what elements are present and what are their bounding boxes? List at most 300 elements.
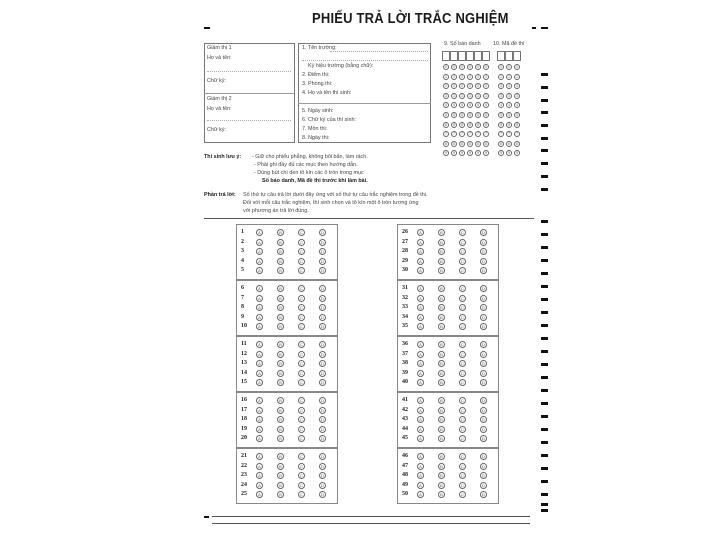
answer-bubble[interactable]: D (480, 426, 487, 433)
id-bubble[interactable]: 3 (461, 93, 463, 98)
answer-bubble[interactable]: D (319, 341, 326, 348)
answer-bubble[interactable]: D (480, 314, 487, 321)
answer-bubble[interactable]: D (480, 435, 487, 442)
answer-bubble[interactable]: B (438, 463, 445, 470)
school-field-2[interactable] (302, 60, 428, 61)
id-bubble[interactable]: 0 (453, 65, 455, 69)
answer-bubble[interactable]: B (277, 351, 284, 358)
answer-bubble[interactable]: B (438, 323, 445, 330)
id-bubble[interactable]: 0 (469, 65, 471, 69)
id-bubble[interactable]: 7 (445, 132, 447, 137)
answer-bubble[interactable]: C (459, 379, 466, 386)
id-writein-box[interactable] (474, 51, 482, 61)
id-bubble[interactable]: 2 (516, 84, 518, 89)
answer-bubble[interactable]: A (256, 341, 263, 348)
answer-bubble[interactable]: B (277, 258, 284, 265)
id-bubble[interactable]: 5 (477, 113, 479, 117)
school-field[interactable] (330, 51, 428, 52)
answer-bubble[interactable]: A (256, 267, 263, 274)
id-bubble[interactable]: 2 (508, 84, 510, 89)
id-bubble[interactable]: 8 (469, 141, 471, 146)
answer-bubble[interactable]: D (480, 360, 487, 367)
id-bubble[interactable]: 6 (477, 122, 479, 127)
answer-bubble[interactable]: B (438, 370, 445, 377)
id-bubble[interactable]: 0 (500, 65, 502, 69)
id-writein-box[interactable] (442, 51, 450, 61)
answer-bubble[interactable]: A (256, 370, 263, 377)
answer-bubble[interactable]: A (256, 323, 263, 330)
id-bubble[interactable]: 1 (508, 74, 510, 79)
answer-bubble[interactable]: A (417, 267, 424, 274)
answer-bubble[interactable]: A (256, 491, 263, 498)
answer-bubble[interactable]: B (277, 453, 284, 460)
answer-bubble[interactable]: C (459, 482, 466, 489)
id-bubble[interactable]: 8 (453, 141, 455, 146)
id-bubble[interactable]: 4 (508, 103, 510, 108)
answer-bubble[interactable]: D (480, 482, 487, 489)
answer-bubble[interactable]: B (277, 463, 284, 470)
id-bubble[interactable]: 4 (453, 103, 455, 108)
id-bubble[interactable]: 4 (477, 103, 479, 108)
answer-bubble[interactable]: D (319, 248, 326, 255)
answer-bubble[interactable]: B (438, 258, 445, 265)
answer-bubble[interactable]: C (459, 472, 466, 479)
answer-bubble[interactable]: B (438, 435, 445, 442)
id-bubble[interactable]: 9 (500, 151, 502, 156)
answer-bubble[interactable]: D (319, 397, 326, 404)
id-bubble[interactable]: 1 (453, 74, 455, 79)
answer-bubble[interactable]: B (277, 285, 284, 292)
id-writein-box[interactable] (466, 51, 474, 61)
answer-bubble[interactable]: B (277, 248, 284, 255)
answer-bubble[interactable]: A (417, 229, 424, 236)
answer-bubble[interactable]: A (417, 379, 424, 386)
answer-bubble[interactable]: A (417, 491, 424, 498)
answer-bubble[interactable]: B (438, 314, 445, 321)
answer-bubble[interactable]: B (277, 407, 284, 414)
answer-bubble[interactable]: C (459, 463, 466, 470)
id-bubble[interactable]: 7 (500, 132, 502, 137)
answer-bubble[interactable]: A (256, 426, 263, 433)
id-bubble[interactable]: 2 (477, 84, 479, 89)
id-bubble[interactable]: 5 (469, 113, 471, 117)
answer-bubble[interactable]: A (256, 360, 263, 367)
answer-bubble[interactable]: D (319, 416, 326, 423)
id-bubble[interactable]: 1 (500, 74, 502, 79)
id-bubble[interactable]: 3 (508, 93, 510, 98)
answer-bubble[interactable]: C (298, 463, 305, 470)
id-bubble[interactable]: 0 (516, 65, 518, 69)
id-bubble[interactable]: 9 (461, 151, 463, 156)
id-bubble[interactable]: 3 (445, 93, 447, 98)
answer-bubble[interactable]: A (417, 482, 424, 489)
id-bubble[interactable]: 0 (461, 65, 463, 69)
answer-bubble[interactable]: A (417, 258, 424, 265)
answer-bubble[interactable]: C (459, 453, 466, 460)
id-bubble[interactable]: 1 (445, 74, 447, 79)
id-bubble[interactable]: 0 (485, 65, 487, 69)
answer-bubble[interactable]: A (417, 351, 424, 358)
id-writein-box[interactable] (497, 51, 505, 61)
id-bubble[interactable]: 8 (508, 141, 510, 146)
id-bubble[interactable]: 6 (485, 122, 487, 127)
answer-bubble[interactable]: D (319, 285, 326, 292)
answer-bubble[interactable]: C (298, 258, 305, 265)
answer-bubble[interactable]: A (256, 453, 263, 460)
answer-bubble[interactable]: B (277, 295, 284, 302)
answer-bubble[interactable]: C (298, 379, 305, 386)
id-bubble[interactable]: 7 (508, 132, 510, 137)
answer-bubble[interactable]: B (438, 416, 445, 423)
id-bubble[interactable]: 9 (508, 151, 510, 156)
id-bubble[interactable]: 0 (445, 65, 447, 69)
id-bubble[interactable]: 2 (461, 84, 463, 89)
answer-bubble[interactable]: B (438, 426, 445, 433)
id-bubble[interactable]: 4 (516, 103, 518, 108)
answer-bubble[interactable]: A (417, 314, 424, 321)
id-bubble[interactable]: 5 (485, 113, 487, 117)
answer-bubble[interactable]: A (256, 482, 263, 489)
answer-bubble[interactable]: C (298, 482, 305, 489)
id-bubble[interactable]: 8 (500, 141, 502, 146)
id-bubble[interactable]: 5 (453, 113, 455, 117)
answer-bubble[interactable]: A (256, 304, 263, 311)
id-bubble[interactable]: 1 (461, 74, 463, 79)
answer-bubble[interactable]: D (480, 379, 487, 386)
answer-bubble[interactable]: A (256, 435, 263, 442)
id-bubble[interactable]: 5 (445, 113, 447, 117)
answer-bubble[interactable]: C (298, 397, 305, 404)
id-bubble[interactable]: 0 (508, 65, 510, 69)
answer-bubble[interactable]: D (480, 304, 487, 311)
id-bubble[interactable]: 8 (461, 141, 463, 146)
id-bubble[interactable]: 7 (461, 132, 463, 137)
answer-bubble[interactable]: A (417, 463, 424, 470)
answer-bubble[interactable]: D (319, 370, 326, 377)
answer-bubble[interactable]: A (256, 351, 263, 358)
answer-bubble[interactable]: B (277, 416, 284, 423)
answer-bubble[interactable]: A (417, 407, 424, 414)
id-bubble[interactable]: 6 (500, 122, 502, 127)
answer-bubble[interactable]: C (298, 285, 305, 292)
answer-bubble[interactable]: C (459, 351, 466, 358)
answer-bubble[interactable]: C (459, 295, 466, 302)
answer-bubble[interactable]: A (256, 295, 263, 302)
answer-bubble[interactable]: C (298, 239, 305, 246)
id-bubble[interactable]: 2 (453, 84, 455, 89)
answer-bubble[interactable]: C (459, 267, 466, 274)
answer-bubble[interactable]: D (319, 453, 326, 460)
answer-bubble[interactable]: C (298, 351, 305, 358)
answer-bubble[interactable]: D (480, 351, 487, 358)
answer-bubble[interactable]: C (298, 435, 305, 442)
proctor1-name-field[interactable] (207, 71, 291, 72)
id-bubble[interactable]: 6 (445, 122, 447, 127)
answer-bubble[interactable]: D (319, 360, 326, 367)
answer-bubble[interactable]: D (480, 248, 487, 255)
answer-bubble[interactable]: B (438, 285, 445, 292)
answer-bubble[interactable]: C (298, 472, 305, 479)
answer-bubble[interactable]: A (417, 304, 424, 311)
answer-bubble[interactable]: B (438, 407, 445, 414)
answer-bubble[interactable]: A (417, 248, 424, 255)
id-bubble[interactable]: 4 (485, 103, 487, 108)
answer-bubble[interactable]: B (277, 370, 284, 377)
answer-bubble[interactable]: D (319, 304, 326, 311)
id-bubble[interactable]: 1 (477, 74, 479, 79)
id-bubble[interactable]: 5 (461, 113, 463, 117)
id-writein-box[interactable] (458, 51, 466, 61)
answer-bubble[interactable]: B (438, 360, 445, 367)
answer-bubble[interactable]: D (480, 472, 487, 479)
answer-bubble[interactable]: A (417, 341, 424, 348)
answer-bubble[interactable]: C (459, 360, 466, 367)
answer-bubble[interactable]: B (277, 267, 284, 274)
id-bubble[interactable]: 2 (469, 84, 471, 89)
answer-bubble[interactable]: A (417, 397, 424, 404)
answer-bubble[interactable]: C (298, 370, 305, 377)
answer-bubble[interactable]: D (480, 295, 487, 302)
id-bubble[interactable]: 3 (469, 93, 471, 98)
answer-bubble[interactable]: D (480, 407, 487, 414)
id-writein-box[interactable] (513, 51, 521, 61)
answer-bubble[interactable]: C (298, 248, 305, 255)
answer-bubble[interactable]: B (438, 351, 445, 358)
id-bubble[interactable]: 3 (516, 93, 518, 98)
answer-bubble[interactable]: C (459, 435, 466, 442)
answer-bubble[interactable]: D (319, 379, 326, 386)
id-bubble[interactable]: 4 (445, 103, 447, 108)
answer-bubble[interactable]: C (459, 239, 466, 246)
answer-bubble[interactable]: D (319, 295, 326, 302)
id-bubble[interactable]: 6 (516, 122, 518, 127)
answer-bubble[interactable]: B (438, 304, 445, 311)
answer-bubble[interactable]: C (459, 426, 466, 433)
answer-bubble[interactable]: C (459, 370, 466, 377)
id-bubble[interactable]: 8 (477, 141, 479, 146)
answer-bubble[interactable]: D (319, 314, 326, 321)
answer-bubble[interactable]: D (480, 416, 487, 423)
answer-bubble[interactable]: A (256, 407, 263, 414)
answer-bubble[interactable]: C (459, 304, 466, 311)
answer-bubble[interactable]: C (298, 295, 305, 302)
id-writein-box[interactable] (450, 51, 458, 61)
answer-bubble[interactable]: C (459, 314, 466, 321)
answer-bubble[interactable]: B (438, 379, 445, 386)
answer-bubble[interactable]: D (480, 491, 487, 498)
answer-bubble[interactable]: A (417, 453, 424, 460)
id-bubble[interactable]: 6 (453, 122, 455, 127)
answer-bubble[interactable]: A (417, 435, 424, 442)
id-bubble[interactable]: 8 (485, 141, 487, 146)
id-bubble[interactable]: 5 (516, 113, 518, 117)
answer-bubble[interactable]: C (298, 314, 305, 321)
id-bubble[interactable]: 6 (461, 122, 463, 127)
answer-bubble[interactable]: B (438, 397, 445, 404)
id-bubble[interactable]: 7 (485, 132, 487, 137)
answer-bubble[interactable]: A (417, 426, 424, 433)
answer-bubble[interactable]: B (438, 472, 445, 479)
answer-bubble[interactable]: B (438, 267, 445, 274)
answer-bubble[interactable]: C (459, 341, 466, 348)
answer-bubble[interactable]: B (277, 304, 284, 311)
answer-bubble[interactable]: B (277, 314, 284, 321)
answer-bubble[interactable]: B (438, 229, 445, 236)
answer-bubble[interactable]: C (459, 491, 466, 498)
answer-bubble[interactable]: B (277, 472, 284, 479)
id-bubble[interactable]: 2 (485, 84, 487, 89)
answer-bubble[interactable]: C (459, 248, 466, 255)
answer-bubble[interactable]: A (256, 463, 263, 470)
answer-bubble[interactable]: B (277, 491, 284, 498)
answer-bubble[interactable]: C (298, 229, 305, 236)
answer-bubble[interactable]: D (480, 341, 487, 348)
answer-bubble[interactable]: A (417, 239, 424, 246)
answer-bubble[interactable]: C (298, 360, 305, 367)
id-bubble[interactable]: 7 (516, 132, 518, 137)
answer-bubble[interactable]: D (319, 239, 326, 246)
answer-bubble[interactable]: D (319, 229, 326, 236)
id-writein-box[interactable] (482, 51, 490, 61)
answer-bubble[interactable]: D (319, 258, 326, 265)
answer-bubble[interactable]: D (319, 472, 326, 479)
answer-bubble[interactable]: D (480, 285, 487, 292)
answer-bubble[interactable]: D (319, 463, 326, 470)
answer-bubble[interactable]: C (459, 258, 466, 265)
id-bubble[interactable]: 3 (500, 93, 502, 98)
id-bubble[interactable]: 3 (485, 93, 487, 98)
answer-bubble[interactable]: C (298, 267, 305, 274)
answer-bubble[interactable]: A (256, 314, 263, 321)
answer-bubble[interactable]: D (480, 229, 487, 236)
answer-bubble[interactable]: B (277, 426, 284, 433)
answer-bubble[interactable]: D (480, 397, 487, 404)
id-bubble[interactable]: 9 (469, 151, 471, 156)
answer-bubble[interactable]: B (277, 360, 284, 367)
answer-bubble[interactable]: B (438, 295, 445, 302)
answer-bubble[interactable]: A (256, 397, 263, 404)
id-bubble[interactable]: 1 (485, 74, 487, 79)
answer-bubble[interactable]: D (319, 491, 326, 498)
id-writein-box[interactable] (505, 51, 513, 61)
answer-bubble[interactable]: B (277, 482, 284, 489)
answer-bubble[interactable]: D (480, 258, 487, 265)
id-bubble[interactable]: 2 (445, 84, 447, 89)
id-bubble[interactable]: 6 (469, 122, 471, 127)
answer-bubble[interactable]: B (438, 341, 445, 348)
answer-bubble[interactable]: A (256, 239, 263, 246)
answer-bubble[interactable]: C (298, 304, 305, 311)
answer-bubble[interactable]: A (417, 285, 424, 292)
answer-bubble[interactable]: B (277, 229, 284, 236)
answer-bubble[interactable]: C (459, 323, 466, 330)
id-bubble[interactable]: 9 (516, 151, 518, 156)
answer-bubble[interactable]: D (319, 435, 326, 442)
answer-bubble[interactable]: B (277, 379, 284, 386)
answer-bubble[interactable]: A (417, 323, 424, 330)
answer-bubble[interactable]: A (256, 248, 263, 255)
id-bubble[interactable]: 8 (445, 141, 447, 146)
answer-bubble[interactable]: D (319, 407, 326, 414)
id-bubble[interactable]: 4 (461, 103, 463, 108)
answer-bubble[interactable]: B (438, 491, 445, 498)
id-bubble[interactable]: 4 (469, 103, 471, 108)
answer-bubble[interactable]: A (256, 258, 263, 265)
id-bubble[interactable]: 5 (500, 113, 502, 117)
answer-bubble[interactable]: A (256, 379, 263, 386)
answer-bubble[interactable]: D (480, 370, 487, 377)
answer-bubble[interactable]: C (459, 407, 466, 414)
answer-bubble[interactable]: D (319, 351, 326, 358)
id-bubble[interactable]: 7 (477, 132, 479, 137)
answer-bubble[interactable]: D (480, 323, 487, 330)
id-bubble[interactable]: 8 (516, 141, 518, 146)
answer-bubble[interactable]: C (298, 426, 305, 433)
answer-bubble[interactable]: C (298, 341, 305, 348)
answer-bubble[interactable]: C (298, 491, 305, 498)
answer-bubble[interactable]: C (298, 323, 305, 330)
id-bubble[interactable]: 9 (445, 151, 447, 156)
answer-bubble[interactable]: C (298, 416, 305, 423)
answer-bubble[interactable]: B (277, 323, 284, 330)
proctor2-name-field[interactable] (207, 120, 291, 121)
answer-bubble[interactable]: B (438, 239, 445, 246)
answer-bubble[interactable]: A (417, 416, 424, 423)
answer-bubble[interactable]: A (417, 295, 424, 302)
answer-bubble[interactable]: C (298, 453, 305, 460)
answer-bubble[interactable]: A (256, 472, 263, 479)
answer-bubble[interactable]: C (459, 397, 466, 404)
id-bubble[interactable]: 9 (477, 151, 479, 156)
answer-bubble[interactable]: C (459, 229, 466, 236)
answer-bubble[interactable]: A (417, 472, 424, 479)
answer-bubble[interactable]: B (277, 435, 284, 442)
answer-bubble[interactable]: D (319, 267, 326, 274)
id-bubble[interactable]: 7 (469, 132, 471, 137)
answer-bubble[interactable]: B (277, 397, 284, 404)
id-bubble[interactable]: 7 (453, 132, 455, 137)
answer-bubble[interactable]: D (319, 323, 326, 330)
id-bubble[interactable]: 2 (500, 84, 502, 89)
answer-bubble[interactable]: D (319, 426, 326, 433)
answer-bubble[interactable]: B (277, 341, 284, 348)
answer-bubble[interactable]: D (480, 453, 487, 460)
id-bubble[interactable]: 4 (500, 103, 502, 108)
answer-bubble[interactable]: C (459, 285, 466, 292)
answer-bubble[interactable]: A (256, 229, 263, 236)
id-bubble[interactable]: 9 (453, 151, 455, 156)
id-bubble[interactable]: 5 (508, 113, 510, 117)
id-bubble[interactable]: 0 (477, 65, 479, 69)
answer-bubble[interactable]: C (459, 416, 466, 423)
id-bubble[interactable]: 3 (477, 93, 479, 98)
answer-bubble[interactable]: B (438, 248, 445, 255)
answer-bubble[interactable]: B (438, 482, 445, 489)
answer-bubble[interactable]: A (417, 370, 424, 377)
answer-bubble[interactable]: A (417, 360, 424, 367)
answer-bubble[interactable]: D (480, 267, 487, 274)
answer-bubble[interactable]: A (256, 285, 263, 292)
id-bubble[interactable]: 3 (453, 93, 455, 98)
answer-bubble[interactable]: A (256, 416, 263, 423)
id-bubble[interactable]: 6 (508, 122, 510, 127)
id-bubble[interactable]: 1 (469, 74, 471, 79)
answer-bubble[interactable]: D (480, 463, 487, 470)
id-bubble[interactable]: 1 (516, 74, 518, 79)
answer-bubble[interactable]: D (480, 239, 487, 246)
answer-bubble[interactable]: B (277, 239, 284, 246)
answer-bubble[interactable]: D (319, 482, 326, 489)
